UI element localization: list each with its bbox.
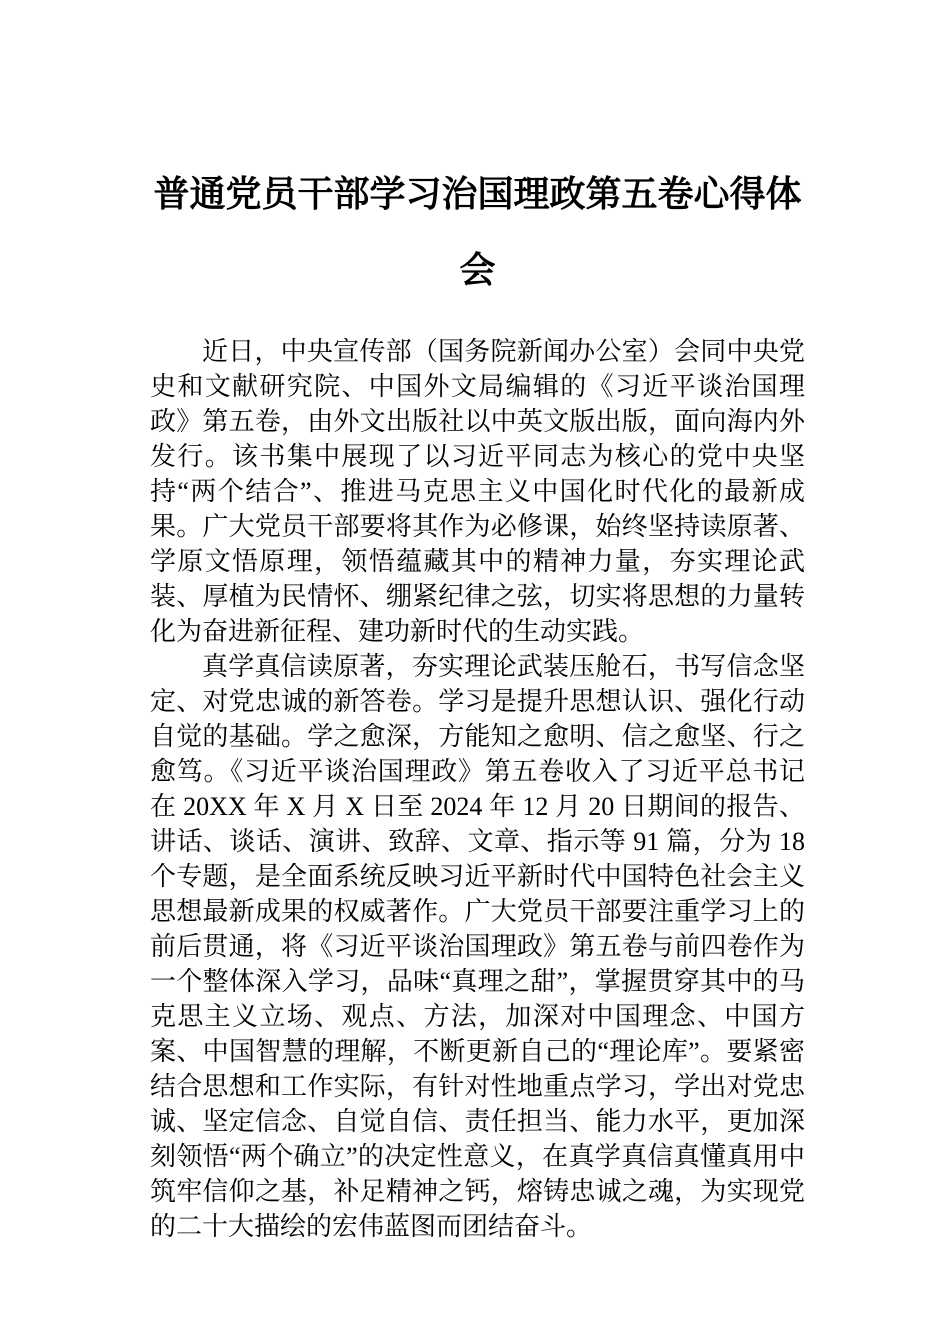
- paragraph-study: 真学真信读原著，夯实理论武装压舱石，书写信念坚定、对党忠诚的新答卷。学习是提升思想认识、强化行动自觉的基础。学之愈深，方能知之愈明、信之愈坚、行之愈笃。《习近平谈治国理政》第五卷收入了习近平总书记在 20XX 年 X 月 X 日至 2024 年 12 月 20 日期间的报告、讲话、谈话、演讲、致辞、文章、指示等 91 篇，分为 18 个专题，是全面系统反映习近平新时代中国特色社会主义思想最新成果的权威著作。广大党员干部要注重学习上的前后贯通，将《习近平谈治国理政》第五卷与前四卷作为一个整体深入学习，品味“真理之甜”，掌握贯穿其中的马克思主义立场、观点、方法，加深对中国理念、中国方案、中国智慧的理解，不断更新自己的“理论库”。要紧密结合思想和工作实际，有针对性地重点学习，学出对党忠诚、坚定信念、自觉自信、责任担当、能力水平，更加深刻领悟“两个确立”的决定性意义，在真学真信真懂真用中筑牢信仰之基，补足精神之钙，熔铸忠诚之魂，为实现党的二十大描绘的宏伟蓝图而团结奋斗。: [150, 652, 805, 1241]
- document-body: [150, 334, 805, 1244]
- paragraph-intro: 近日，中央宣传部（国务院新闻办公室）会同中央党史和文献研究院、中国外文局编辑的《习近平谈治国理政》第五卷，由外文出版社以中英文版出版，面向海内外发行。该书集中展现了以习近平同志为核心的党中央坚持“两个结合”、推进马克思主义中国化时代化的最新成果。广大党员干部要将其作为必修课，始终坚持读原著、学原文悟原理，领悟蕴藏其中的精神力量，夯实理论武装、厚植为民情怀、绷紧纪律之弦，切实将思想的力量转化为奋进新征程、建功新时代的生动实践。: [150, 337, 805, 646]
- document-title: 普通党员干部学习治国理政第五卷心得体会: [153, 173, 802, 290]
